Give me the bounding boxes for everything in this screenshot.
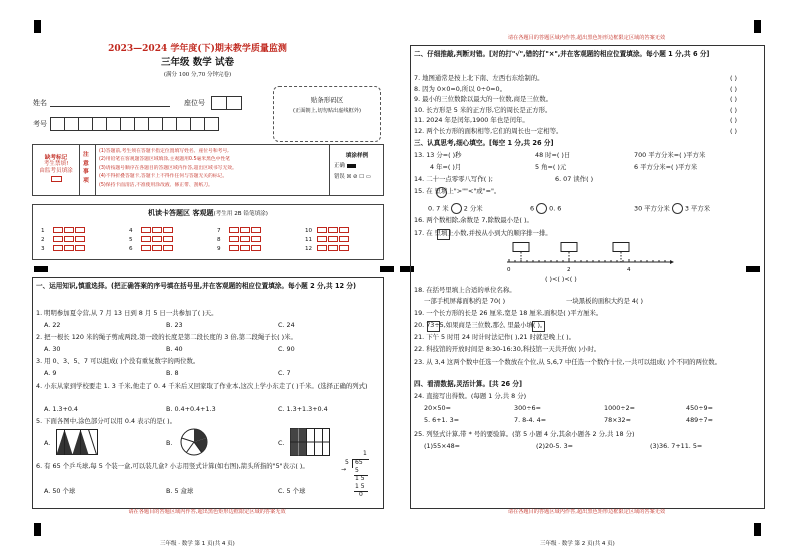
q15-compare-3 xyxy=(634,203,710,214)
missing-label: 缺考标记 xyxy=(44,155,68,161)
omr-bubble[interactable] xyxy=(152,236,162,242)
q4-option-a: A. 1.3+0.4 xyxy=(44,405,79,413)
correct-fill-sample xyxy=(347,164,356,168)
omr-bubble[interactable] xyxy=(53,236,63,242)
omr-bubble[interactable] xyxy=(339,236,349,242)
notice-item: (5)保持卡面清洁,不准使用涂改液、修正带、刮纸刀。 xyxy=(99,182,213,188)
q6-option-a: A. 50 个球 xyxy=(44,487,76,495)
barcode-note: (正面朝上,切勿贴出虚线框外) xyxy=(293,108,361,114)
q5-option-c: C. xyxy=(278,439,285,447)
omr-question-number: 2 xyxy=(41,236,45,243)
question-21: 21. 下午 5 时用 24 时计时法记作( ),21 时就是晚上( )。 xyxy=(414,333,575,341)
registration-mark xyxy=(754,523,761,536)
notice-label: 注意事项 xyxy=(83,152,89,185)
omr-bubble[interactable] xyxy=(328,245,338,251)
judge-answer-blank[interactable]: ( ) xyxy=(730,126,738,135)
omr-bubble[interactable] xyxy=(152,245,162,251)
barcode-area xyxy=(273,86,381,142)
omr-row xyxy=(129,227,174,234)
q13-part-b: 48 时=( )日 xyxy=(535,151,571,159)
seat-cell[interactable] xyxy=(226,96,242,110)
q25-item-2: (2)20-5. 3= xyxy=(536,442,574,450)
q4-option-c: C. 1.3+1.3+0.4 xyxy=(278,405,328,413)
id-cell[interactable] xyxy=(148,117,163,131)
compare-circle[interactable] xyxy=(436,187,447,198)
q13-part-d: 4 年=( )月 xyxy=(430,163,462,171)
q5-option-b: B. xyxy=(166,439,173,447)
q13-part-f: 6 平方分米=( )平方米 xyxy=(634,163,698,171)
q17-order: ( )<( )<( ) xyxy=(545,275,577,283)
omr-row xyxy=(129,236,174,243)
q3-option-a: A. 9 xyxy=(44,369,57,377)
omr-bubble[interactable] xyxy=(317,236,327,242)
registration-mark xyxy=(34,523,41,536)
seat-cell[interactable] xyxy=(211,96,227,110)
q25-item-1: (1)55×48= xyxy=(424,442,461,450)
notice-list xyxy=(99,148,327,190)
omr-bubble[interactable] xyxy=(64,245,74,251)
q15-compare-1 xyxy=(428,203,483,214)
q2-option-c: C. 90 xyxy=(278,345,295,353)
omr-row xyxy=(305,236,350,243)
omr-row xyxy=(305,227,350,234)
omr-row xyxy=(41,227,86,234)
id-cell[interactable] xyxy=(120,117,135,131)
missing-exam-mark xyxy=(33,145,80,195)
omr-row xyxy=(129,245,174,252)
id-cell[interactable] xyxy=(190,117,205,131)
omr-question-number: 4 xyxy=(129,227,133,234)
mental-math-item: 5. 6+1. 3= xyxy=(424,416,460,424)
judge-text: 12. 两个长方形的面积相等,它们的周长也一定相等。 xyxy=(414,126,563,135)
top-right-banner: 请在各题目的答题区域内作答,超出黑色矩形边框限定区域的答案无效 xyxy=(507,35,666,41)
omr-bubble[interactable] xyxy=(240,236,250,242)
omr-bubble[interactable] xyxy=(339,245,349,251)
svg-text:2: 2 xyxy=(567,267,571,273)
barcode-title: 贴条形码区 xyxy=(310,96,344,104)
id-cell[interactable] xyxy=(204,117,219,131)
mental-math-item: 7. 8-4. 4= xyxy=(514,416,547,424)
seat-number-field[interactable] xyxy=(211,96,241,112)
q1-option-c: C. 24 xyxy=(278,321,295,329)
mental-math-item: 78×32≈ xyxy=(604,416,631,424)
omr-bubble[interactable] xyxy=(141,227,151,233)
id-cell[interactable] xyxy=(92,117,107,131)
judge-text: 7. 地图通常是按上北下南、左西右东绘制的。 xyxy=(414,74,544,82)
question-24: 24. 直接写出得数。(每题 1 分,共 8 分) xyxy=(414,392,527,400)
judge-list xyxy=(414,75,759,138)
question-20: 20. 73÷5,如果商是三位数,那么 里最小填( )。 xyxy=(414,321,547,329)
omr-bubble[interactable] xyxy=(328,227,338,233)
fill-wrong-label: 错误 xyxy=(334,173,345,180)
omr-bubble[interactable] xyxy=(141,236,151,242)
question-1: 1. 明明参加夏令营,从 7 月 13 日到 8 月 5 日一共参加了( )天。 xyxy=(36,309,218,317)
name-field[interactable] xyxy=(50,106,170,107)
omr-row xyxy=(305,245,350,252)
omr-bubble[interactable] xyxy=(240,227,250,233)
omr-title-text: 机读卡答题区 客观题 xyxy=(148,209,214,217)
footer-left: 三年级 · 数学 第 1 页(共 4 页) xyxy=(160,541,235,547)
compare-circle[interactable] xyxy=(451,203,462,214)
omr-bubble[interactable] xyxy=(163,227,173,233)
q13-part-c: 700 平方分米=( )平方米 xyxy=(634,151,706,159)
judge-text: 10. 长方形是 5 米的正方形,它的周长是正方形。 xyxy=(414,105,552,114)
fill-correct-label: 正确 xyxy=(334,163,345,170)
q15-right-1: 2 分米 xyxy=(463,204,483,213)
omr-bubble[interactable] xyxy=(339,227,349,233)
omr-bubble[interactable] xyxy=(64,236,74,242)
mental-math-item: 300÷6= xyxy=(514,404,541,412)
mental-math-item: 20×50= xyxy=(424,404,451,412)
division-row: 1 5 xyxy=(355,483,365,490)
footer-right: 三年级 · 数学 第 2 页(共 4 页) xyxy=(540,541,615,547)
q1-option-a: A. 22 xyxy=(44,321,61,329)
svg-text:4: 4 xyxy=(627,267,631,273)
q6-option-c: C. 5 个球 xyxy=(278,487,306,495)
omr-question-number: 9 xyxy=(217,245,221,252)
omr-bubble[interactable] xyxy=(229,245,239,251)
fill-example-title: 填涂样例 xyxy=(345,153,369,159)
q15-left-1: 0. 7 米 xyxy=(428,204,449,213)
omr-row xyxy=(217,236,262,243)
omr-bubble[interactable] xyxy=(317,245,327,251)
omr-question-number: 7 xyxy=(217,227,221,234)
division-arrow: → xyxy=(341,466,347,473)
omr-bubble[interactable] xyxy=(328,236,338,242)
omr-bubble[interactable] xyxy=(240,245,250,251)
id-cell[interactable] xyxy=(78,117,93,131)
mental-math-item: 1000÷2= xyxy=(604,404,636,412)
omr-bubble[interactable] xyxy=(53,227,63,233)
judge-text: 11. 2024 年是闰年,1900 年也是闰年。 xyxy=(414,116,529,124)
omr-row xyxy=(217,245,262,252)
omr-bubble[interactable] xyxy=(229,227,239,233)
q5-figure-a xyxy=(56,429,98,455)
question-17: 17. 在 里填上小数,并按从小到大的顺序排一排。 xyxy=(414,229,552,237)
judge-text: 8. 因为 0×0=0,所以 0÷0=0。 xyxy=(414,84,506,93)
omr-block xyxy=(32,204,384,260)
q5-figure-b xyxy=(180,428,208,456)
judge-answer-blank[interactable]: ( ) xyxy=(730,74,738,82)
omr-question-number: 3 xyxy=(41,245,45,252)
judge-answer-blank[interactable]: ( ) xyxy=(730,95,738,103)
id-cell[interactable] xyxy=(64,117,79,131)
exam-no-label: 考号 xyxy=(33,120,47,128)
omr-title xyxy=(33,209,383,217)
omr-bubble[interactable] xyxy=(141,245,151,251)
q2-option-a: A. 30 xyxy=(44,345,61,353)
question-5: 5. 下面各图中,涂色部分可以用 0.4 表示的是( )。 xyxy=(36,417,177,425)
question-4: 4. 小东从家到学校要走 1. 3 千米,他走了 0. 4 千米后又回家取了作业本,这次上学小东走了( )千米。(选择正确的列式) xyxy=(36,382,368,390)
division-row: 1 5 xyxy=(355,475,365,482)
registration-mark xyxy=(754,20,761,33)
q13-part-e: 5 角=( )元 xyxy=(535,163,567,171)
long-division-figure xyxy=(341,450,375,503)
judge-item xyxy=(414,128,759,139)
omr-question-number: 11 xyxy=(305,236,313,243)
q5-option-a: A. xyxy=(44,439,51,447)
mental-math-item: 489÷7≈ xyxy=(686,416,713,424)
omr-question-number: 10 xyxy=(305,227,313,234)
timing-bar xyxy=(380,266,394,272)
omr-row xyxy=(41,236,86,243)
division-dividend: 65 xyxy=(355,459,363,466)
omr-title-note: (考生用 2B 铅笔填涂) xyxy=(213,211,268,217)
question-2: 2. 把一根长 120 米的绳子剪成两段,第一段的长度是第二段长度的 3 倍,第二段绳子长( )米。 xyxy=(36,333,297,341)
section-three-heading: 三、认真思考,细心填空。[每空 1 分,共 26 分] xyxy=(414,139,554,147)
q18-part-b: 一块黑板的面积大约是 4( ) xyxy=(566,297,644,305)
compare-circle[interactable] xyxy=(672,203,683,214)
id-cell[interactable] xyxy=(50,117,65,131)
missing-note: 考生禁填! xyxy=(43,161,69,168)
svg-text:0: 0 xyxy=(507,267,511,273)
fill-example xyxy=(329,145,384,195)
question-3: 3. 用 0、3、5、7 可以组成( )个没有重复数字的两位数。 xyxy=(36,357,200,365)
q3-option-c: C. 7 xyxy=(278,369,291,377)
mental-math-item: 450÷9= xyxy=(686,404,713,412)
question-14: 14. 二十一点零零八写作( ); xyxy=(414,175,493,183)
digit-blank-box[interactable] xyxy=(427,321,440,332)
judge-text: 9. 最小的三位数除以最大的一位数,商是三位数。 xyxy=(414,95,552,103)
q15-compare-2 xyxy=(530,203,561,214)
omr-bubble[interactable] xyxy=(53,245,63,251)
bottom-left-banner: 请在各题目的答题区域内作答,超出黑色矩形边框限定区域的答案无效 xyxy=(128,509,286,515)
exam-subtitle: 三年级 数学 试卷 xyxy=(160,57,235,68)
question-16: 16. 两个数相除,余数是 7,除数最小是( )。 xyxy=(414,216,533,224)
bottom-right-banner: 请在各题目的答题区域内作答,超出黑色矩形边框限定区域的答案无效 xyxy=(507,509,666,515)
notice-divider xyxy=(95,145,96,195)
division-row: 5 xyxy=(355,467,359,474)
division-row: 0 xyxy=(359,491,363,498)
q2-option-b: B. 40 xyxy=(166,345,183,353)
omr-question-number: 1 xyxy=(41,227,45,234)
digit-blank-box[interactable] xyxy=(532,321,545,332)
compare-circle[interactable] xyxy=(536,203,547,214)
question-23: 23. 从 3,4 这两个数中任选一个数放在个位,从 5,6,7 中任选一个数作十位,一共可以组成( )个不同的两位数。 xyxy=(414,358,722,366)
q15-left-3: 30 平方分米 xyxy=(634,204,670,213)
omr-bubble[interactable] xyxy=(75,236,85,242)
notice-item: (4)不得折叠答题卡,答题卡上不得作任何与答题无关的标记。 xyxy=(99,174,228,180)
exam-number-field[interactable] xyxy=(50,117,218,133)
q18-part-a: 一部手机屏幕面积约是 70( ) xyxy=(424,297,506,305)
omr-question-number: 8 xyxy=(217,236,221,243)
notice-item: (1)答题前,考生须在答题卡指定位置填写姓名、座位号和考号, xyxy=(99,149,229,154)
notice-item: (3)请按题号顺序在各题目的答题区域内作答,超出区域书写无效。 xyxy=(99,165,237,171)
q15-left-2: 6 xyxy=(530,204,535,213)
omr-bubble[interactable] xyxy=(229,236,239,242)
omr-bubble[interactable] xyxy=(163,245,173,251)
division-divisor: 5 xyxy=(345,459,349,466)
question-15: 15. 在 里填上">""<"或"="。 xyxy=(414,187,501,195)
question-19: 19. 一个长方形的长是 26 厘米,宽是 18 厘米,面积是( )平方厘米。 xyxy=(414,309,603,317)
omr-row xyxy=(41,245,86,252)
question-22: 22. 科技馆的开放时间是 8:30-16:30,科技馆一天共开放( )小时。 xyxy=(414,345,601,353)
missing-bubble[interactable] xyxy=(51,176,62,182)
q6-option-b: B. 5 盒球 xyxy=(166,487,194,495)
name-label: 姓名 xyxy=(33,99,47,107)
seat-label: 座位号 xyxy=(184,99,205,107)
omr-row xyxy=(217,227,262,234)
omr-bubble[interactable] xyxy=(251,245,261,251)
section-two-heading: 二、仔细推敲,判断对错。[对的打"√",错的打"×",并在客观题的相应位置填涂。每小题 1 分,共 6 分] xyxy=(414,50,710,58)
q3-option-b: B. 8 xyxy=(166,369,179,377)
omr-bubble[interactable] xyxy=(64,227,74,233)
wrong-fill-samples: ☒ ⊘ ☐ ▭ xyxy=(346,173,371,180)
omr-bubble[interactable] xyxy=(251,236,261,242)
id-cell[interactable] xyxy=(134,117,149,131)
omr-bubble[interactable] xyxy=(251,227,261,233)
id-cell[interactable] xyxy=(106,117,121,131)
omr-bubble[interactable] xyxy=(317,227,327,233)
omr-question-number: 5 xyxy=(129,236,133,243)
q1-option-b: B. 23 xyxy=(166,321,183,329)
timing-bar xyxy=(34,266,48,272)
registration-mark xyxy=(34,20,41,33)
omr-bubble[interactable] xyxy=(163,236,173,242)
omr-question-number: 12 xyxy=(305,245,313,252)
judge-answer-blank[interactable]: ( ) xyxy=(730,116,738,124)
id-cell[interactable] xyxy=(176,117,191,131)
section-one-heading: 一、运用知识,慎重选择。(把正确答案的序号填在括号里,并在客观题的相应位置填涂。每小题 2 分,共 12 分) xyxy=(36,282,357,290)
missing-fill: 由监考员填涂 xyxy=(39,167,73,174)
exam-note: (满分 100 分,70 分钟完卷) xyxy=(163,72,232,78)
q25-item-3: (3)36. 7+11. 5= xyxy=(650,442,703,450)
division-quotient: 1 xyxy=(363,450,367,457)
instructions-block xyxy=(32,144,384,196)
q4-option-b: B. 0.4+0.4+1.3 xyxy=(166,405,216,413)
omr-bubble[interactable] xyxy=(75,227,85,233)
question-14b: 6. 07 读作( ) xyxy=(555,175,594,183)
question-25: 25. 列竖式计算,带 * 号的要验算。(第 5 小题 4 分,其余小题各 2 分,共 18 分) xyxy=(414,430,635,438)
id-cell[interactable] xyxy=(162,117,177,131)
question-18: 18. 在括号里填上合适的单位名称。 xyxy=(414,286,516,294)
omr-bubble[interactable] xyxy=(75,245,85,251)
notice-item: (2)用铅笔在客观题答题区域填涂,主观题用0.5毫米黑色中性笔 xyxy=(99,157,231,163)
q15-right-2: 0. 6 xyxy=(549,204,562,213)
omr-grid xyxy=(41,227,381,257)
q5-figure-c xyxy=(290,428,330,456)
omr-question-number: 6 xyxy=(129,245,133,252)
number-line xyxy=(505,242,675,278)
section-four-heading: 四、看清数据,灵活计算。[共 26 分] xyxy=(414,380,523,388)
q13-part-a: 13. 13 分=( )秒 xyxy=(414,151,462,159)
judge-answer-blank[interactable]: ( ) xyxy=(730,84,738,93)
decimal-blank-box[interactable] xyxy=(437,229,450,240)
exam-title: 2023—2024 学年度(下)期末教学质量监测 xyxy=(108,44,287,54)
question-6: 6. 有 65 个乒乓球,每 5 个装一盒,可以装几盒? 小志用竖式计算(如右图),箭头所指的"5"表示( )。 xyxy=(36,462,309,470)
omr-bubble[interactable] xyxy=(152,227,162,233)
judge-answer-blank[interactable]: ( ) xyxy=(730,105,738,114)
q15-right-3: 3 平方米 xyxy=(684,204,711,213)
